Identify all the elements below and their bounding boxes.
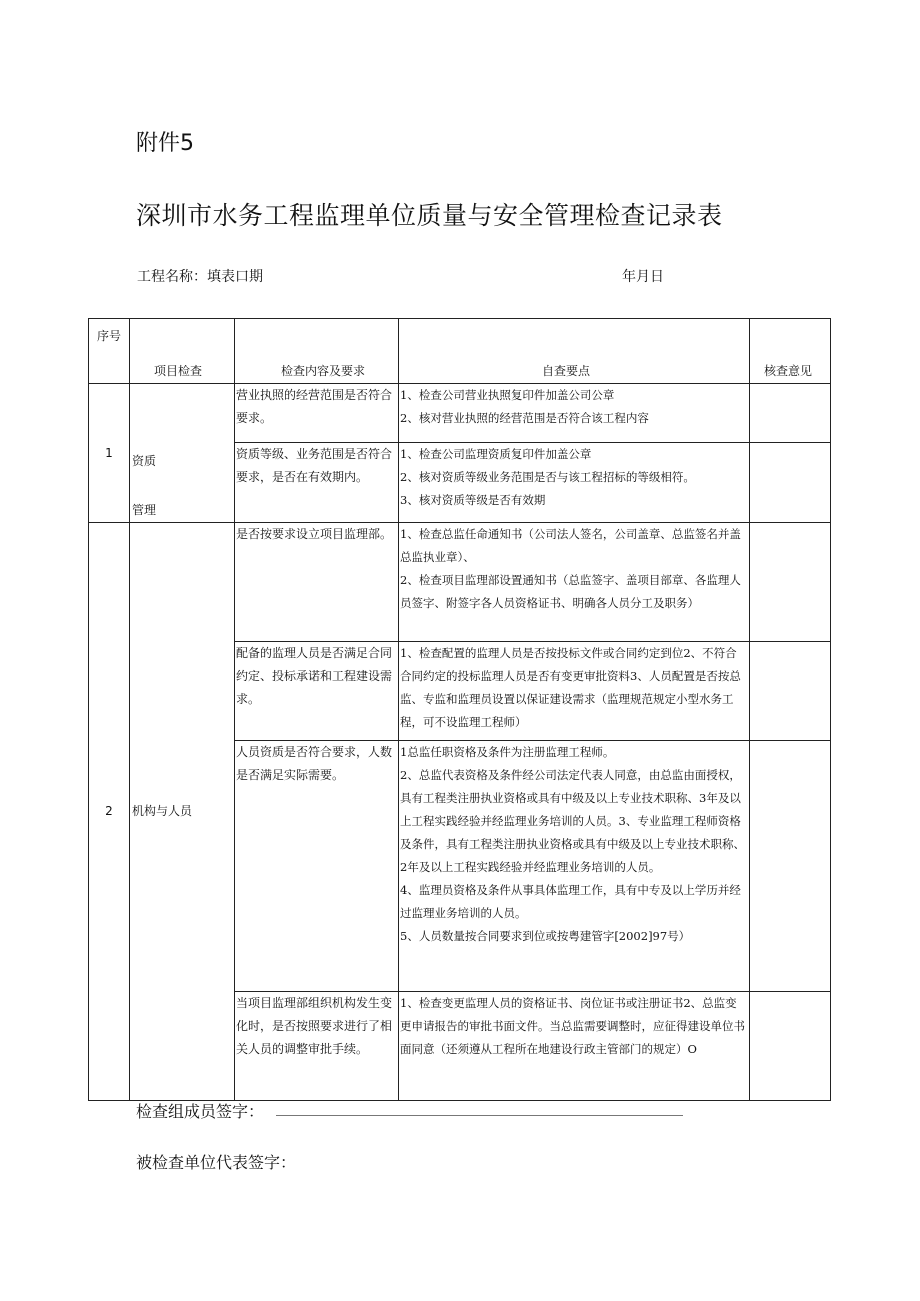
header-review-label: 核查意见 (764, 364, 813, 378)
self-check-cell (399, 642, 750, 741)
inspected-unit-signature-label: 被检查单位代表签字： (136, 1153, 297, 1172)
table-row (89, 523, 831, 642)
signature-line[interactable] (276, 1115, 683, 1116)
item-label-line: 资质 (132, 454, 157, 468)
header-item (130, 319, 235, 384)
table-header-row (89, 319, 831, 384)
header-seq-label: 序号 (97, 329, 122, 343)
inspection-record-table (88, 318, 831, 1101)
header-requirement-label: 检查内容及要求 (281, 364, 366, 378)
check-point: 2、总监代表资格及条件经公司法定代表人同意，由总监由面授权，具有工程类注册执业资格或具有中级及以上专业技术职称、3年及以上工程实践经验并经监理业务培训的人员。3、专业监理工程师资格及条件，具有工程类注册执业资格或具有中级及以上专业技术职称、2年及以上工程实践经验并经监理业务培训的人员。 (400, 768, 745, 874)
requirement-cell: 资质等级、业务范围是否符合要求，是否在有效期内。 (235, 443, 399, 523)
seq-cell: 1 (89, 384, 130, 523)
review-cell[interactable] (750, 741, 831, 992)
self-check-cell (399, 741, 750, 992)
check-point: 1、检查总监任命通知书（公司法人签名，公司盖章、总监签名并盖总监执业章）、 (400, 527, 741, 564)
seq-cell: 2 (89, 523, 130, 1101)
check-point: 1、检查公司监理资质复印件加盖公章 (400, 447, 592, 462)
item-cell: 机构与人员 (130, 523, 235, 1101)
page-title: 深圳市水务工程监理单位质量与安全管理检查记录表 (136, 201, 723, 230)
check-point: 2、核对资质等级业务范围是否与该工程招标的等级相符。 (400, 470, 695, 485)
requirement-cell: 营业执照的经营范围是否符合要求。 (235, 384, 399, 443)
header-self-check-label: 自查要点 (542, 364, 591, 378)
table-row (89, 384, 831, 443)
self-check-cell (399, 384, 750, 443)
header-self-check (399, 319, 750, 384)
self-check-cell (399, 523, 750, 642)
header-item-label: 项目检查 (154, 364, 203, 378)
check-point: 1总监任职资格及条件为注册监理工程师。 (400, 745, 615, 759)
requirement-cell: 人员资质是否符合要求，人数是否满足实际需要。 (235, 741, 399, 992)
header-seq (89, 319, 130, 384)
review-cell[interactable] (750, 443, 831, 523)
review-cell[interactable] (750, 642, 831, 741)
review-cell[interactable] (750, 384, 831, 443)
header-review (750, 319, 831, 384)
self-check-cell (399, 443, 750, 523)
header-requirement (235, 319, 399, 384)
check-point: 2、检查项目监理部设置通知书（总监签字、盖项目部章、各监理人员签字、附签字各人员资格证书、明确各人员分工及职务） (400, 573, 741, 610)
date-label: 年月日 (622, 269, 664, 285)
check-point: 2、核对营业执照的经营范围是否符合该工程内容 (400, 411, 649, 425)
self-check-cell (399, 992, 750, 1101)
requirement-cell: 当项目监理部组织机构发生变化时，是否按照要求进行了相关人员的调整审批手续。 (235, 992, 399, 1101)
check-point: 1、检查配置的监理人员是否按投标文件或合同约定到位2、不符合合同约定的投标监理人员是否有变更审批资料3、人员配置是否按总监、专监和监理员设置以保证建设需求（监理规范规定小型水务工程，可不设监理工程师） (400, 646, 741, 729)
check-point: 1、检查公司营业执照复印件加盖公司公章 (400, 388, 615, 402)
check-point: 4、监理员资格及条件从事具体监理工作，具有中专及以上学历并经过监理业务培训的人员。 (400, 883, 741, 920)
attachment-label: 附件5 (136, 131, 194, 156)
project-name-label: 工程名称：填表口期 (137, 269, 263, 285)
item-cell (130, 384, 235, 523)
check-point: 1、检查变更监理人员的资格证书、岗位证书或注册证书2、总监变更申请报告的审批书面文件。当总监需要调整时，应征得建设单位书面同意（还须遵从工程所在地建设行政主管部门的规定）O (400, 996, 745, 1056)
requirement-cell: 是否按要求设立项目监理部。 (235, 523, 399, 642)
requirement-cell: 配备的监理人员是否满足合同约定、投标承诺和工程建设需求。 (235, 642, 399, 741)
review-cell[interactable] (750, 992, 831, 1101)
check-point: 5、人员数量按合同要求到位或按粤建管字[2002]97号） (400, 929, 691, 943)
inspectors-signature-label: 检查组成员签字： (136, 1102, 265, 1121)
review-cell[interactable] (750, 523, 831, 642)
check-point: 3、核对资质等级是否有效期 (400, 493, 546, 508)
item-label-line: 管理 (132, 503, 157, 517)
